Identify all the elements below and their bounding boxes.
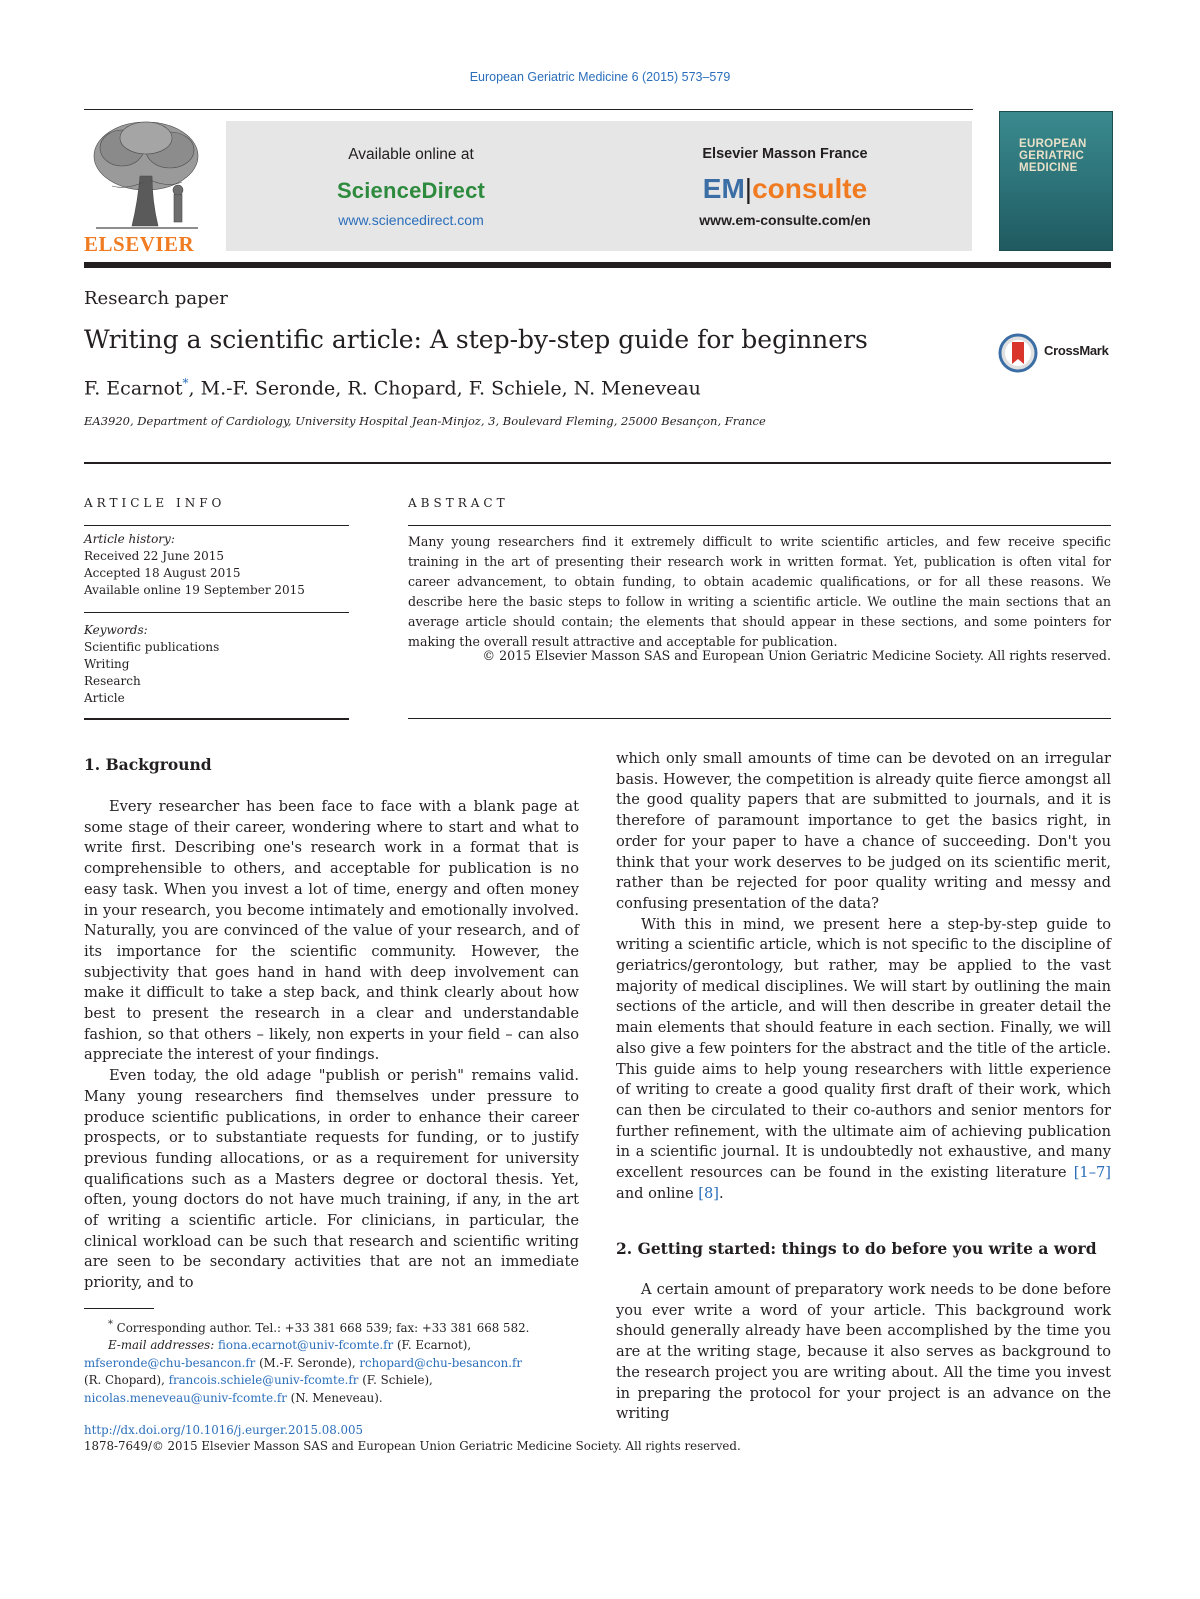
body-paragraph: Every researcher has been face to face with a blank page at some stage of their career, wondering where to start and what to write first. Describing one's research work in a format that is comprehensible to others, and acceptable for publication is no easy task. When you invest a lot of time, energy and often money in your research, you become intimately and emotionally involved. Naturally, you are convinced of the value of your research, and of its importance for the scientific community. However, the subjectivity that goes hand in hand with deep involvement can make it difficult to take a step back, and think clearly about how best to present the research in a clear and understandable fashion, so that others – likely, non experts in your field – can also appreciate the interest of your findings. bbox=[84, 798, 579, 1064]
body-paragraph: Even today, the old adage "publish or perish" remains valid. Many young researchers find themselves under pressure to produce scientific publications, in order to enhance their career prospects, or to substantiate requests for funding, or to justify previous funding allocations, or as a requirement for university qualifications such as a Masters degree or doctoral thesis. Yet, often, young doctors do not have much training, if any, in the art of writing a scientific article. For clinicians, in particular, the clinical workload can be such that research and scientific writing are seen to be secondary activities that are not an immediate priority, and to bbox=[84, 1067, 579, 1292]
body-column-left bbox=[84, 797, 579, 1294]
email-link[interactable]: mfseronde@chu-besancon.fr bbox=[84, 1355, 256, 1370]
crossmark-icon[interactable] bbox=[998, 333, 1038, 373]
em-logo-em: EM bbox=[702, 173, 745, 204]
abstract-text: Many young researchers find it extremely difficult to write scientific articles, and few receive specific training in the art of presenting their research work in written format. Yet, publication is often vital for career advancement, to obtain funding, to obtain academic qualifications, or for all these reasons. We describe here the basic steps to follow in writing a scientific article. We outline the main sections that an average article should contain; the elements that should appear in these sections, and some pointers for making the overall result attractive and acceptable for publication. bbox=[408, 534, 1111, 649]
masthead-rule bbox=[84, 262, 1111, 268]
sciencedirect-logo[interactable]: ScienceDirect bbox=[336, 178, 486, 203]
info-rule bbox=[84, 525, 349, 526]
email-line bbox=[84, 1390, 579, 1408]
info-rule bbox=[84, 718, 349, 720]
email-owner: (F. Ecarnot), bbox=[396, 1338, 472, 1353]
keywords bbox=[84, 622, 219, 707]
issn-copyright-line: 1878-7649/© 2015 Elsevier Masson SAS and European Union Geriatric Medicine Society. All rights reserved. bbox=[84, 1439, 741, 1453]
email-line bbox=[84, 1355, 579, 1373]
email-link[interactable]: fiona.ecarnot@univ-fcomte.fr bbox=[217, 1338, 394, 1353]
paragraph-text: . bbox=[718, 1184, 724, 1202]
journal-reference[interactable]: European Geriatric Medicine 6 (2015) 573–579 bbox=[469, 70, 731, 84]
abstract-rule bbox=[408, 525, 1111, 526]
abstract-copyright: © 2015 Elsevier Masson SAS and European Union Geriatric Medicine Society. All rights reserved. bbox=[482, 648, 1111, 663]
email-owner: (M.-F. Seronde), bbox=[259, 1355, 356, 1370]
body-paragraph bbox=[616, 915, 1111, 1205]
keyword-item: Scientific publications bbox=[84, 640, 220, 654]
citation-link[interactable]: [1–7] bbox=[1073, 1164, 1111, 1182]
emconsulte-link[interactable]: www.em-consulte.com/en bbox=[699, 212, 871, 228]
em-logo-divider: | bbox=[744, 173, 753, 204]
history-received: Received 22 June 2015 bbox=[84, 549, 224, 563]
elsevier-wordmark: ELSEVIER bbox=[84, 232, 195, 256]
citation-link[interactable]: [8] bbox=[698, 1184, 719, 1202]
email-owner: (N. Meneveau). bbox=[290, 1390, 383, 1405]
article-title: Writing a scientific article: A step-by-step guide for beginners bbox=[84, 325, 868, 354]
history-online: Available online 19 September 2015 bbox=[84, 583, 305, 597]
email-link[interactable]: francois.schiele@univ-fcomte.fr bbox=[168, 1373, 359, 1388]
sciencedirect-link[interactable]: www.sciencedirect.com bbox=[338, 212, 484, 228]
body-paragraph: A certain amount of preparatory work needs to be done before you ever write a word of your article. This background work should generally already have been accomplished by the time you are at the writing stage, because it also serves as background to the research project you are writing about. All the time you invest in preparing the protocol for your project is an advance on the writing bbox=[616, 1281, 1111, 1423]
body-column-right-continued bbox=[616, 1280, 1111, 1425]
keyword-item: Writing bbox=[84, 657, 130, 671]
author-others: , M.-F. Seronde, R. Chopard, F. Schiele, N. Meneveau bbox=[188, 377, 701, 400]
journal-cover-image[interactable] bbox=[999, 111, 1113, 251]
article-history bbox=[84, 531, 305, 599]
top-rule bbox=[84, 109, 973, 110]
body-column-right bbox=[616, 749, 1111, 1204]
corresponding-author-note bbox=[84, 1316, 579, 1337]
doi-link[interactable]: http://dx.doi.org/10.1016/j.eurger.2015.08.005 bbox=[84, 1423, 364, 1437]
paragraph-text: and online bbox=[616, 1184, 699, 1202]
paragraph-text: With this in mind, we present here a step-by-step guide to writing a scientific article, which is not specific to the discipline of geriatrics/gerontology, but rather, may be applied to the vast majority of medical disciplines. We will start by outlining the main sections of the article, and will then describe in greater detail the main elements that should feature in each section. Finally, we will also give a few pointers for the abstract and the title of the article. This guide aims to help young researchers with little experience of writing to create a good quality first draft of their work, which can then be circulated to their co-authors and senior mentors for further refinement, with the ultimate aim of achieving publication in a scientific journal. It is undoubtedly not exhaustive, and many excellent resources can be found in the existing literature bbox=[616, 915, 1111, 1182]
corresponding-author-marker[interactable]: * bbox=[182, 376, 189, 390]
available-online-label: Available online at bbox=[348, 146, 474, 163]
author-list bbox=[84, 376, 701, 399]
email-owner: (R. Chopard), bbox=[84, 1373, 165, 1388]
article-type: Research paper bbox=[84, 288, 228, 309]
author-corresponding[interactable]: F. Ecarnot bbox=[84, 377, 183, 400]
email-line bbox=[84, 1372, 579, 1390]
info-rule bbox=[84, 612, 349, 613]
email-owner: (F. Schiele), bbox=[362, 1373, 433, 1388]
abstract-rule bbox=[408, 718, 1111, 719]
email-link[interactable]: nicolas.meneveau@univ-fcomte.fr bbox=[84, 1390, 287, 1405]
email-link[interactable]: rchopard@chu-besancon.fr bbox=[359, 1355, 522, 1370]
em-logo-consulte: consulte bbox=[752, 173, 868, 204]
em-publisher-label: Elsevier Masson France bbox=[702, 146, 868, 162]
section-heading: 2. Getting started: things to do before you write a word bbox=[616, 1239, 1097, 1258]
body-paragraph: which only small amounts of time can be devoted on an irregular basis. However, the competition is already quite fierce amongst all the good quality papers that are submitted to journals, and it is therefore of paramount importance to get the basics right, in order for your paper to have a chance of succeeding. Don't you think that your work deserves to be judged on its scientific merit, rather than be rejected for poor quality writing and messy and confusing presentation of the data? bbox=[616, 750, 1111, 912]
crossmark-label[interactable]: CrossMark bbox=[1044, 343, 1109, 358]
keyword-item: Article bbox=[84, 691, 125, 705]
journal-cover-title: EUROPEAN GERIATRIC MEDICINE bbox=[1019, 138, 1087, 174]
history-label: Article history: bbox=[84, 532, 175, 546]
corresponding-author-text: Corresponding author. Tel.: +33 381 668 539; fax: +33 381 668 582. bbox=[116, 1320, 530, 1335]
affiliation: EA3920, Department of Cardiology, University Hospital Jean-Minjoz, 3, Boulevard Fleming, 25000 Besançon, France bbox=[84, 414, 766, 428]
footnote-marker: * bbox=[108, 1319, 113, 1330]
footnote-rule bbox=[84, 1308, 154, 1309]
title-rule bbox=[84, 462, 1111, 464]
article-info-heading: ARTICLE INFO bbox=[84, 496, 226, 510]
footnotes bbox=[84, 1316, 579, 1407]
email-label: E-mail addresses: bbox=[108, 1338, 215, 1353]
abstract-heading: ABSTRACT bbox=[408, 496, 509, 510]
section-heading: 1. Background bbox=[84, 755, 212, 774]
emconsulte-logo bbox=[598, 173, 972, 205]
keyword-item: Research bbox=[84, 674, 141, 688]
email-line bbox=[84, 1337, 579, 1355]
keywords-label: Keywords: bbox=[84, 623, 148, 637]
history-accepted: Accepted 18 August 2015 bbox=[84, 566, 241, 580]
